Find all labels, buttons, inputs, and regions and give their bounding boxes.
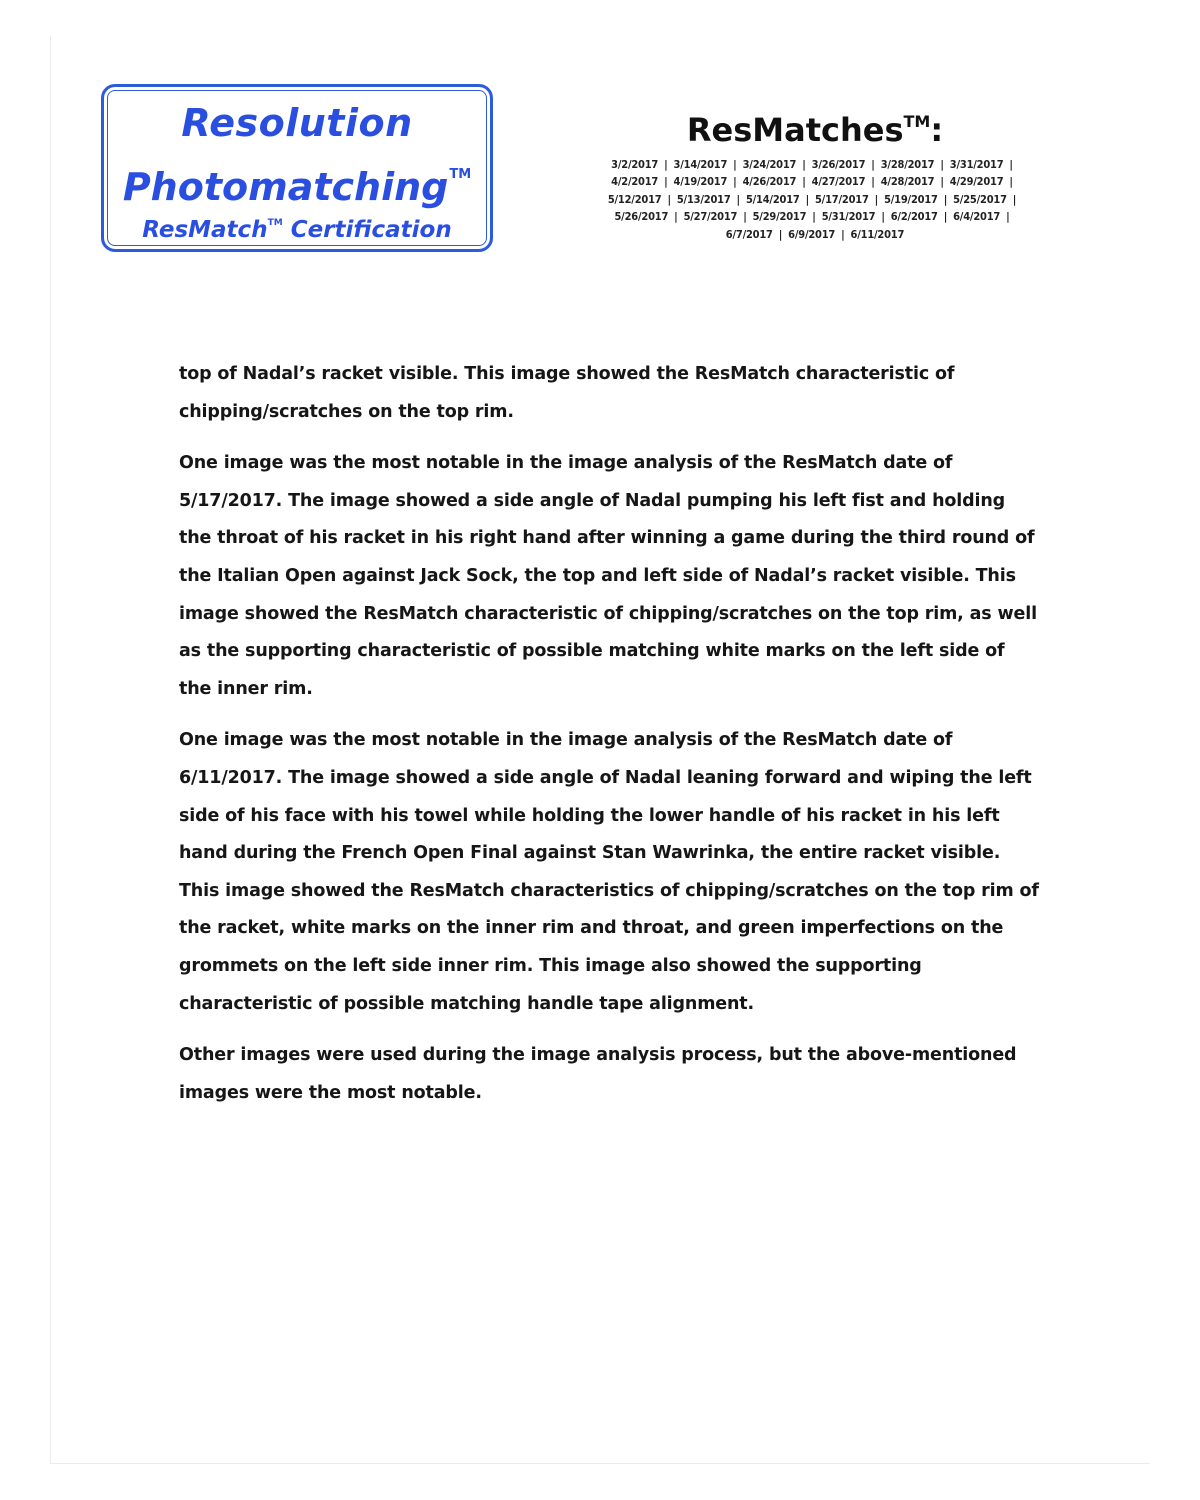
date-separator: | [802, 175, 806, 189]
paragraph-3: One image was the most notable in the image analysis of the ResMatch date of 6/11/2017. The image showed a side angle of Nadal leaning forward and wiping the left side of his face with his towel while holding the lower handle of his racket in his left hand during the French Open Final against Stan Wawrinka, the entire racket visible. This image showed the ResMatch characteristics of chipping/scratches on the top rim of the racket, white marks on the inner rim and throat, and green imperfections on the grommets on the left side inner rim. This image also showed the supporting characteristic of possible matching handle tape alignment. [179, 730, 1039, 1014]
resmatch-date: 5/12/2017 [607, 192, 662, 206]
date-separator: | [805, 192, 809, 206]
date-separator: | [667, 192, 671, 206]
logo-resmatch-text: ResMatch [142, 217, 268, 243]
logo-line-photomatching [104, 153, 490, 209]
resolution-photomatching-logo [101, 84, 493, 252]
date-separator: | [841, 227, 845, 241]
resmatches-trademark: TM [903, 112, 931, 131]
logo-trademark: TM [449, 167, 472, 182]
resmatch-date: 4/26/2017 [742, 175, 797, 189]
logo-resmatch-trademark: TM [267, 218, 283, 228]
date-separator: | [1009, 158, 1013, 171]
resmatch-date: 4/29/2017 [949, 175, 1004, 189]
date-separator: | [802, 158, 806, 171]
resmatch-date: 3/24/2017 [742, 158, 797, 171]
resmatch-date: 4/28/2017 [880, 175, 935, 189]
date-separator: | [1009, 175, 1013, 189]
resmatch-date: 5/31/2017 [821, 210, 876, 224]
date-separator: | [812, 210, 816, 224]
resmatch-date: 4/2/2017 [611, 175, 659, 189]
date-separator: | [940, 158, 944, 171]
resmatches-colon: : [930, 111, 944, 149]
date-row [556, 208, 1074, 225]
resmatch-date: 5/19/2017 [884, 192, 938, 206]
date-separator: | [778, 227, 783, 241]
date-separator: | [733, 158, 737, 171]
date-separator: | [664, 175, 668, 189]
date-separator: | [881, 210, 885, 224]
resmatch-date: 6/11/2017 [850, 227, 905, 241]
resmatch-date: 5/25/2017 [953, 192, 1007, 206]
resmatch-date: 5/14/2017 [745, 192, 800, 206]
resmatch-date: 6/4/2017 [953, 210, 1001, 224]
date-separator: | [736, 192, 740, 206]
logo-line-resolution: Resolution [181, 101, 413, 145]
date-separator: | [874, 192, 879, 206]
date-separator: | [1012, 192, 1017, 206]
paragraph-1: top of Nadal’s racket visible. This image showed the ResMatch characteristic of chipping/scratches on the top rim. [179, 364, 955, 422]
resmatch-date: 3/14/2017 [673, 158, 728, 171]
resmatch-date: 4/19/2017 [673, 175, 728, 189]
resmatch-date: 5/29/2017 [752, 210, 807, 224]
date-separator: | [943, 210, 948, 224]
date-separator: | [871, 175, 875, 189]
resmatch-date: 6/9/2017 [788, 227, 836, 241]
resmatch-date: 5/13/2017 [676, 192, 731, 206]
resmatch-date: 4/27/2017 [811, 175, 866, 189]
resmatch-date: 6/7/2017 [725, 227, 773, 241]
resmatch-date: 3/2/2017 [611, 158, 659, 171]
resmatches-heading [560, 100, 1070, 152]
date-separator: | [733, 175, 737, 189]
resmatch-date: 5/17/2017 [815, 192, 869, 206]
resmatch-date: 3/31/2017 [949, 158, 1004, 171]
resmatch-date: 5/27/2017 [683, 210, 738, 224]
logo-line-certification [104, 209, 490, 244]
resmatch-date: 5/26/2017 [614, 210, 669, 224]
date-separator: | [940, 175, 944, 189]
date-separator: | [871, 158, 875, 171]
resmatch-date: 6/2/2017 [890, 210, 938, 224]
resmatches-title-text: ResMatches [686, 111, 904, 149]
resmatch-date-list [556, 156, 1074, 243]
date-row [556, 226, 1074, 243]
date-separator: | [1006, 210, 1010, 224]
date-row [556, 191, 1074, 208]
resmatch-date: 3/28/2017 [880, 158, 935, 171]
date-separator: | [664, 158, 668, 171]
date-separator: | [743, 210, 747, 224]
date-row [556, 156, 1074, 173]
logo-certification-text: Certification [290, 217, 452, 243]
resmatch-date: 3/26/2017 [811, 158, 866, 171]
paragraph-4: Other images were used during the image analysis process, but the above-mentioned images were the most notable. [179, 1045, 1017, 1103]
date-separator: | [674, 210, 678, 224]
date-row [556, 173, 1074, 190]
date-separator: | [943, 192, 948, 206]
logo-photomatching-text: Photomatching [122, 165, 449, 209]
document-body [179, 356, 1039, 1126]
paragraph-2: One image was the most notable in the image analysis of the ResMatch date of 5/17/2017. The image showed a side angle of Nadal pumping his left fist and holding the throat of his racket in his right hand after winning a game during the third round of the Italian Open against Jack Sock, the top and left side of Nadal’s racket visible. This image showed the ResMatch characteristic of chipping/scratches on the top rim, as well as the supporting characteristic of possible matching white marks on the left side of the inner rim. [179, 453, 1037, 699]
